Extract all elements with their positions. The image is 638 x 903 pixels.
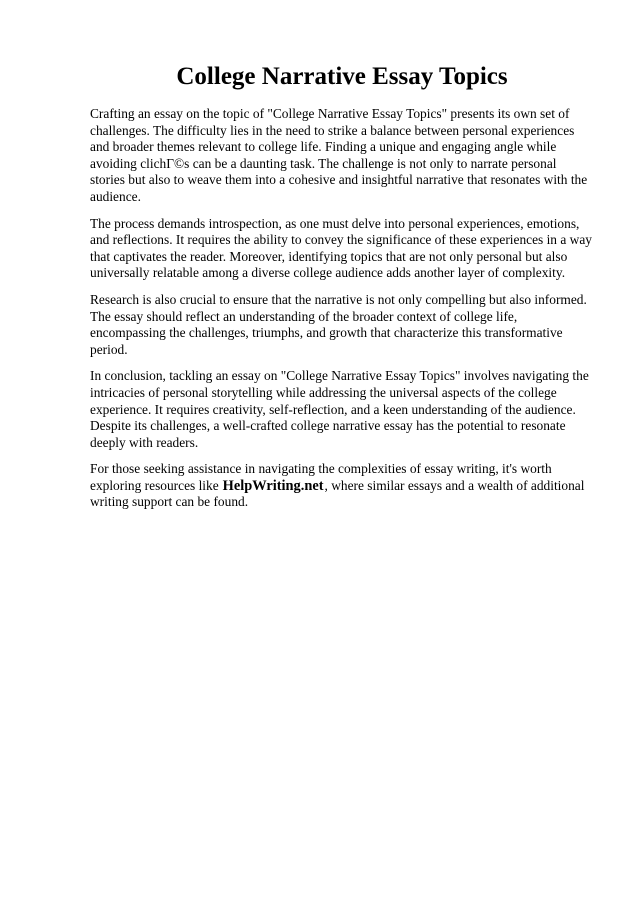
paragraph-intro: Crafting an essay on the topic of "College Narrative Essay Topics" presents its own set of challenges. The difficulty lies in the need to strike a balance between personal experiences and broader themes relevant to college life. Finding a unique and engaging angle while avoiding clichГ©s can be a daunting task. The challenge is not only to narrate personal stories but also to weave them into a cohesive and insightful narrative that resonates with the audience. bbox=[90, 106, 588, 204]
paragraph-research: Research is also crucial to ensure that the narrative is not only compelling but also informed. The essay should reflect an understanding of the broader context of college life, encompassing the challenges, triumphs, and growth that characterize this transformative period. bbox=[90, 291, 587, 357]
closing-text-before-link: For those seeking assistance in navigating the complexities of essay writing, it's worth exploring resources like bbox=[90, 461, 552, 493]
document-page bbox=[90, 60, 594, 521]
helpwriting-link[interactable]: HelpWriting.net bbox=[222, 477, 324, 494]
paragraph-conclusion: In conclusion, tackling an essay on "College Narrative Essay Topics" involves navigating the intricacies of personal storytelling while addressing the universal aspects of the college experience. It requires creativity, self-reflection, and a keen understanding of the audience. Despite its challenges, a well-crafted college narrative essay has the potential to resonate deeply with readers. bbox=[90, 368, 589, 450]
paragraph-process: The process demands introspection, as one must delve into personal experiences, emotions, and reflections. It requires the ability to convey the significance of these experiences in a way that captivates the reader. Moreover, identifying topics that are not only personal but also universally relatable among a diverse college audience adds another layer of complexity. bbox=[90, 215, 592, 281]
closing-text-after-link: , where similar essays and a wealth of additional writing support can be found. bbox=[90, 477, 585, 510]
document-title: College Narrative Essay Topics bbox=[176, 63, 508, 90]
paragraph-closing bbox=[90, 461, 594, 511]
